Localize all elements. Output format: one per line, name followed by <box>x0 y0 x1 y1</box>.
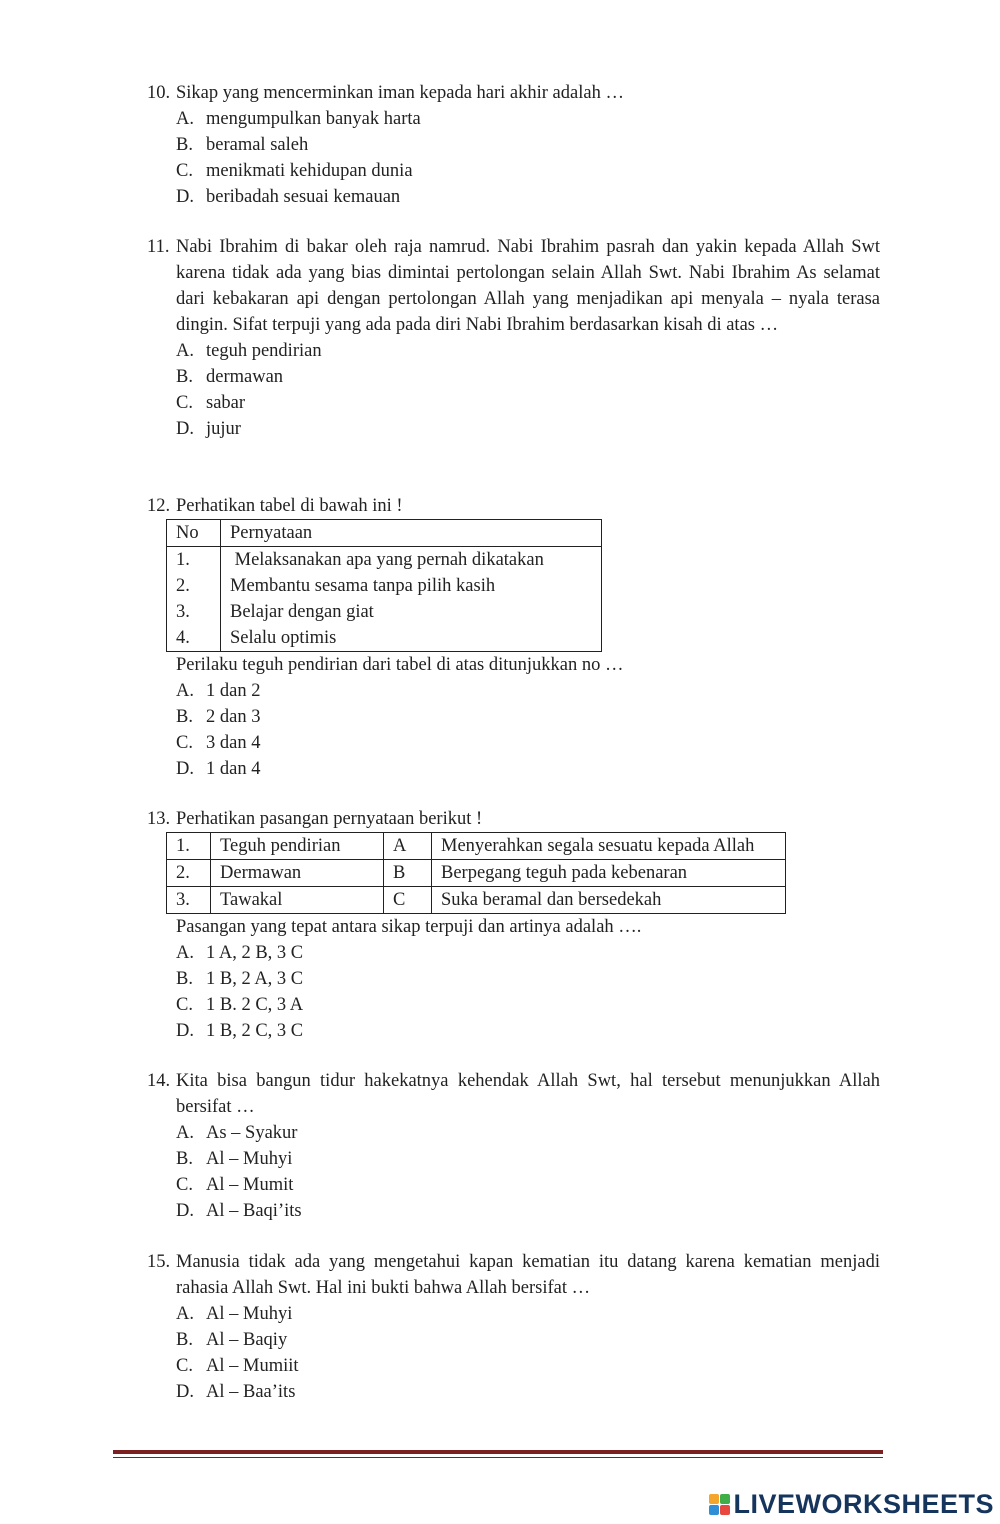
table-cell: C <box>384 887 432 914</box>
table-cell: 3. <box>167 599 221 625</box>
table-cell: A <box>384 833 432 860</box>
question-number: 14. <box>147 1071 171 1091</box>
question-13 <box>147 806 880 1044</box>
table-cell: Membantu sesama tanpa pilih kasih <box>221 573 602 599</box>
table-cell: Teguh pendirian <box>211 833 384 860</box>
table-cell: Berpegang teguh pada kebenaran <box>432 860 786 887</box>
option-a[interactable]: A. Al – Muhyi <box>176 1304 293 1324</box>
table-cell: 1. <box>167 833 211 860</box>
option-c[interactable]: C. sabar <box>176 393 246 413</box>
option-list <box>176 1301 880 1405</box>
logo-text: LIVEWORKSHEETS <box>733 1489 994 1519</box>
table-cell: 2. <box>167 860 211 887</box>
question-text: Nabi Ibrahim di bakar oleh raja namrud. Nabi Ibrahim pasrah dan yakin kepada Allah Swt karena tidak ada yang bias dimintai pertolongan selain Allah Swt. Nabi Ibrahim As selamat dari kebakaran api dengan pertolongan Allah yang menjadikan api menyala – nyala terasa dingin. Sifat terpuji yang ada pada diri Nabi Ibrahim berdasarkan kisah di atas … <box>176 237 880 335</box>
question-10 <box>147 80 880 210</box>
option-c[interactable]: C. Al – Mumiit <box>176 1356 299 1376</box>
option-b[interactable]: B. 1 B, 2 A, 3 C <box>176 969 304 989</box>
option-list <box>176 1120 880 1224</box>
table-cell: Menyerahkan segala sesuatu kepada Allah <box>432 833 786 860</box>
question-number: 12. <box>147 496 171 516</box>
liveworksheets-logo-icon <box>709 1494 730 1515</box>
question-followup: Pasangan yang tepat antara sikap terpuji dan artinya adalah …. <box>176 917 642 937</box>
option-a[interactable]: A. 1 A, 2 B, 3 C <box>176 943 304 963</box>
table-cell: Dermawan <box>211 860 384 887</box>
table-row <box>167 625 602 652</box>
table-row <box>167 860 786 887</box>
table-cell: B <box>384 860 432 887</box>
question-number: 10. <box>147 83 171 103</box>
footer-divider <box>113 1450 883 1458</box>
option-b[interactable]: B. beramal saleh <box>176 135 309 155</box>
liveworksheets-logo[interactable] <box>709 1489 994 1520</box>
table-row <box>167 887 786 914</box>
option-c[interactable]: C. menikmati kehidupan dunia <box>176 161 413 181</box>
table-row <box>167 573 602 599</box>
option-b[interactable]: B. 2 dan 3 <box>176 707 261 727</box>
table-row <box>167 833 786 860</box>
option-list <box>176 940 880 1044</box>
option-c[interactable]: C. 1 B. 2 C, 3 A <box>176 995 304 1015</box>
option-a[interactable]: A. As – Syakur <box>176 1123 298 1143</box>
question-14 <box>147 1068 880 1224</box>
question-15 <box>147 1249 880 1405</box>
option-list <box>176 678 880 782</box>
table-cell: 1. <box>167 547 221 574</box>
option-list <box>176 106 880 210</box>
table-header-cell: No <box>167 520 221 547</box>
option-d[interactable]: D. Al – Baa’its <box>176 1382 296 1402</box>
table-row <box>167 599 602 625</box>
option-d[interactable]: D. beribadah sesuai kemauan <box>176 187 401 207</box>
option-d[interactable]: D. jujur <box>176 419 241 439</box>
pairing-table <box>166 832 786 914</box>
option-c[interactable]: C. Al – Mumit <box>176 1175 294 1195</box>
table-cell: Belajar dengan giat <box>221 599 602 625</box>
option-d[interactable]: D. Al – Baqi’its <box>176 1201 302 1221</box>
table-cell: Tawakal <box>211 887 384 914</box>
question-text: Kita bisa bangun tidur hakekatnya kehendak Allah Swt, hal tersebut menunjukkan Allah bersifat … <box>176 1071 880 1117</box>
question-number: 15. <box>147 1252 171 1272</box>
option-a[interactable]: A. 1 dan 2 <box>176 681 261 701</box>
question-text: Sikap yang mencerminkan iman kepada hari akhir adalah … <box>176 83 624 103</box>
option-a[interactable]: A. teguh pendirian <box>176 341 322 361</box>
table-row <box>167 547 602 574</box>
question-11 <box>147 234 880 442</box>
question-number: 11. <box>147 237 170 257</box>
question-text: Perhatikan pasangan pernyataan berikut ! <box>176 809 483 829</box>
statement-table <box>166 519 602 652</box>
table-cell: 4. <box>167 625 221 652</box>
option-b[interactable]: B. dermawan <box>176 367 284 387</box>
footer-rule-thick <box>113 1450 883 1454</box>
table-cell: Melaksanakan apa yang pernah dikatakan <box>221 547 602 574</box>
table-cell: Suka beramal dan bersedekah <box>432 887 786 914</box>
option-list <box>176 338 880 442</box>
table-cell: Selalu optimis <box>221 625 602 652</box>
question-text: Perhatikan tabel di bawah ini ! <box>176 496 403 516</box>
option-b[interactable]: B. Al – Baqiy <box>176 1330 288 1350</box>
question-followup: Perilaku teguh pendirian dari tabel di atas ditunjukkan no … <box>176 655 624 675</box>
option-a[interactable]: A. mengumpulkan banyak harta <box>176 109 421 129</box>
option-c[interactable]: C. 3 dan 4 <box>176 733 261 753</box>
question-number: 13. <box>147 809 171 829</box>
table-cell: 3. <box>167 887 211 914</box>
question-text: Manusia tidak ada yang mengetahui kapan kematian itu datang karena kematian menjadi rahasia Allah Swt. Hal ini bukti bahwa Allah bersifat … <box>176 1252 880 1298</box>
table-header-cell: Pernyataan <box>221 520 602 547</box>
table-header-row <box>167 520 602 547</box>
option-b[interactable]: B. Al – Muhyi <box>176 1149 293 1169</box>
option-d[interactable]: D. 1 B, 2 C, 3 C <box>176 1021 304 1041</box>
footer-rule-thin <box>113 1457 883 1458</box>
question-12 <box>147 493 880 782</box>
option-d[interactable]: D. 1 dan 4 <box>176 759 261 779</box>
table-cell: 2. <box>167 573 221 599</box>
